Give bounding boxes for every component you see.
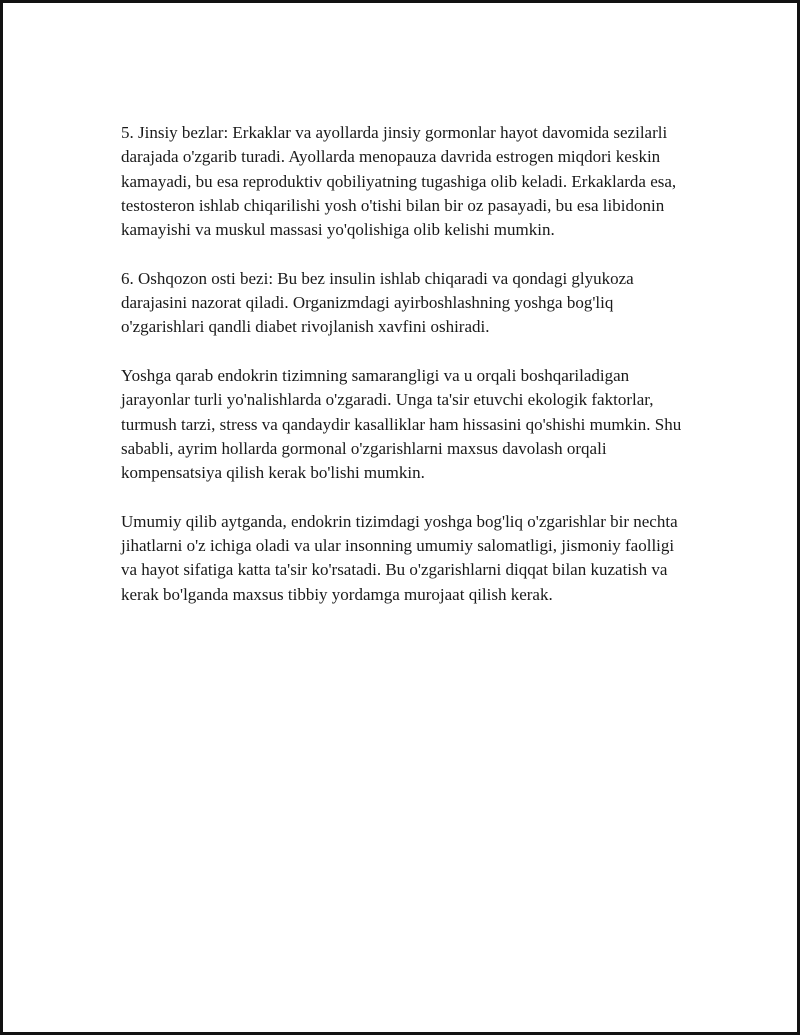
paragraph-oshqozon-osti-bezi: 6. Oshqozon osti bezi: Bu bez insulin ishlab chiqaradi va qondagi glyukoza darajasini nazorat qiladi. Organizmdagi ayirboshlashning yoshga bog'liq o'zgarishlari qandli diabet rivojlanish xavfini oshiradi. <box>121 268 634 337</box>
paragraph-yoshga-qarab: Yoshga qarab endokrin tizimning samarangligi va u orqali boshqariladigan jarayonlar turli yo'nalishlarda o'zgaradi. Unga ta'sir etuvchi ekologik faktorlar, turmush tarzi, stress va qandaydir kasalliklar ham hissasini qo'shishi mumkin. Shu sababli, ayrim hollarda gormonal o'zgarishlarni maxsus davolash orqali kompensatsiya qilish kerak bo'lishi mumkin. <box>121 365 682 483</box>
document-body <box>121 121 691 631</box>
paragraph-jinsiy-bezlar: 5. Jinsiy bezlar: Erkaklar va ayollarda jinsiy gormonlar hayot davomida sezilarli darajada o'zgarib turadi. Ayollarda menopauza davrida estrogen miqdori keskin kamayadi, bu esa reproduktiv qobiliyatning tugashiga olib keladi. Erkaklarda esa, testosteron ishlab chiqarilishi yosh o'tishi bilan bir oz pasayadi, bu esa libidonin kamayishi va muskul massasi yo'qolishiga olib kelishi mumkin. <box>121 123 677 240</box>
paragraph-umumiy-xulosa: Umumiy qilib aytganda, endokrin tizimdagi yoshga bog'liq o'zgarishlar bir nechta jihatlarni o'z ichiga oladi va ular insonning umumiy salomatligi, jismoniy faolligi va hayot sifatiga katta ta'sir ko'rsatadi. Bu o'zgarishlarni diqqat bilan kuzatish va kerak bo'lganda maxsus tibbiy yordamga murojaat qilish kerak. <box>121 511 678 604</box>
